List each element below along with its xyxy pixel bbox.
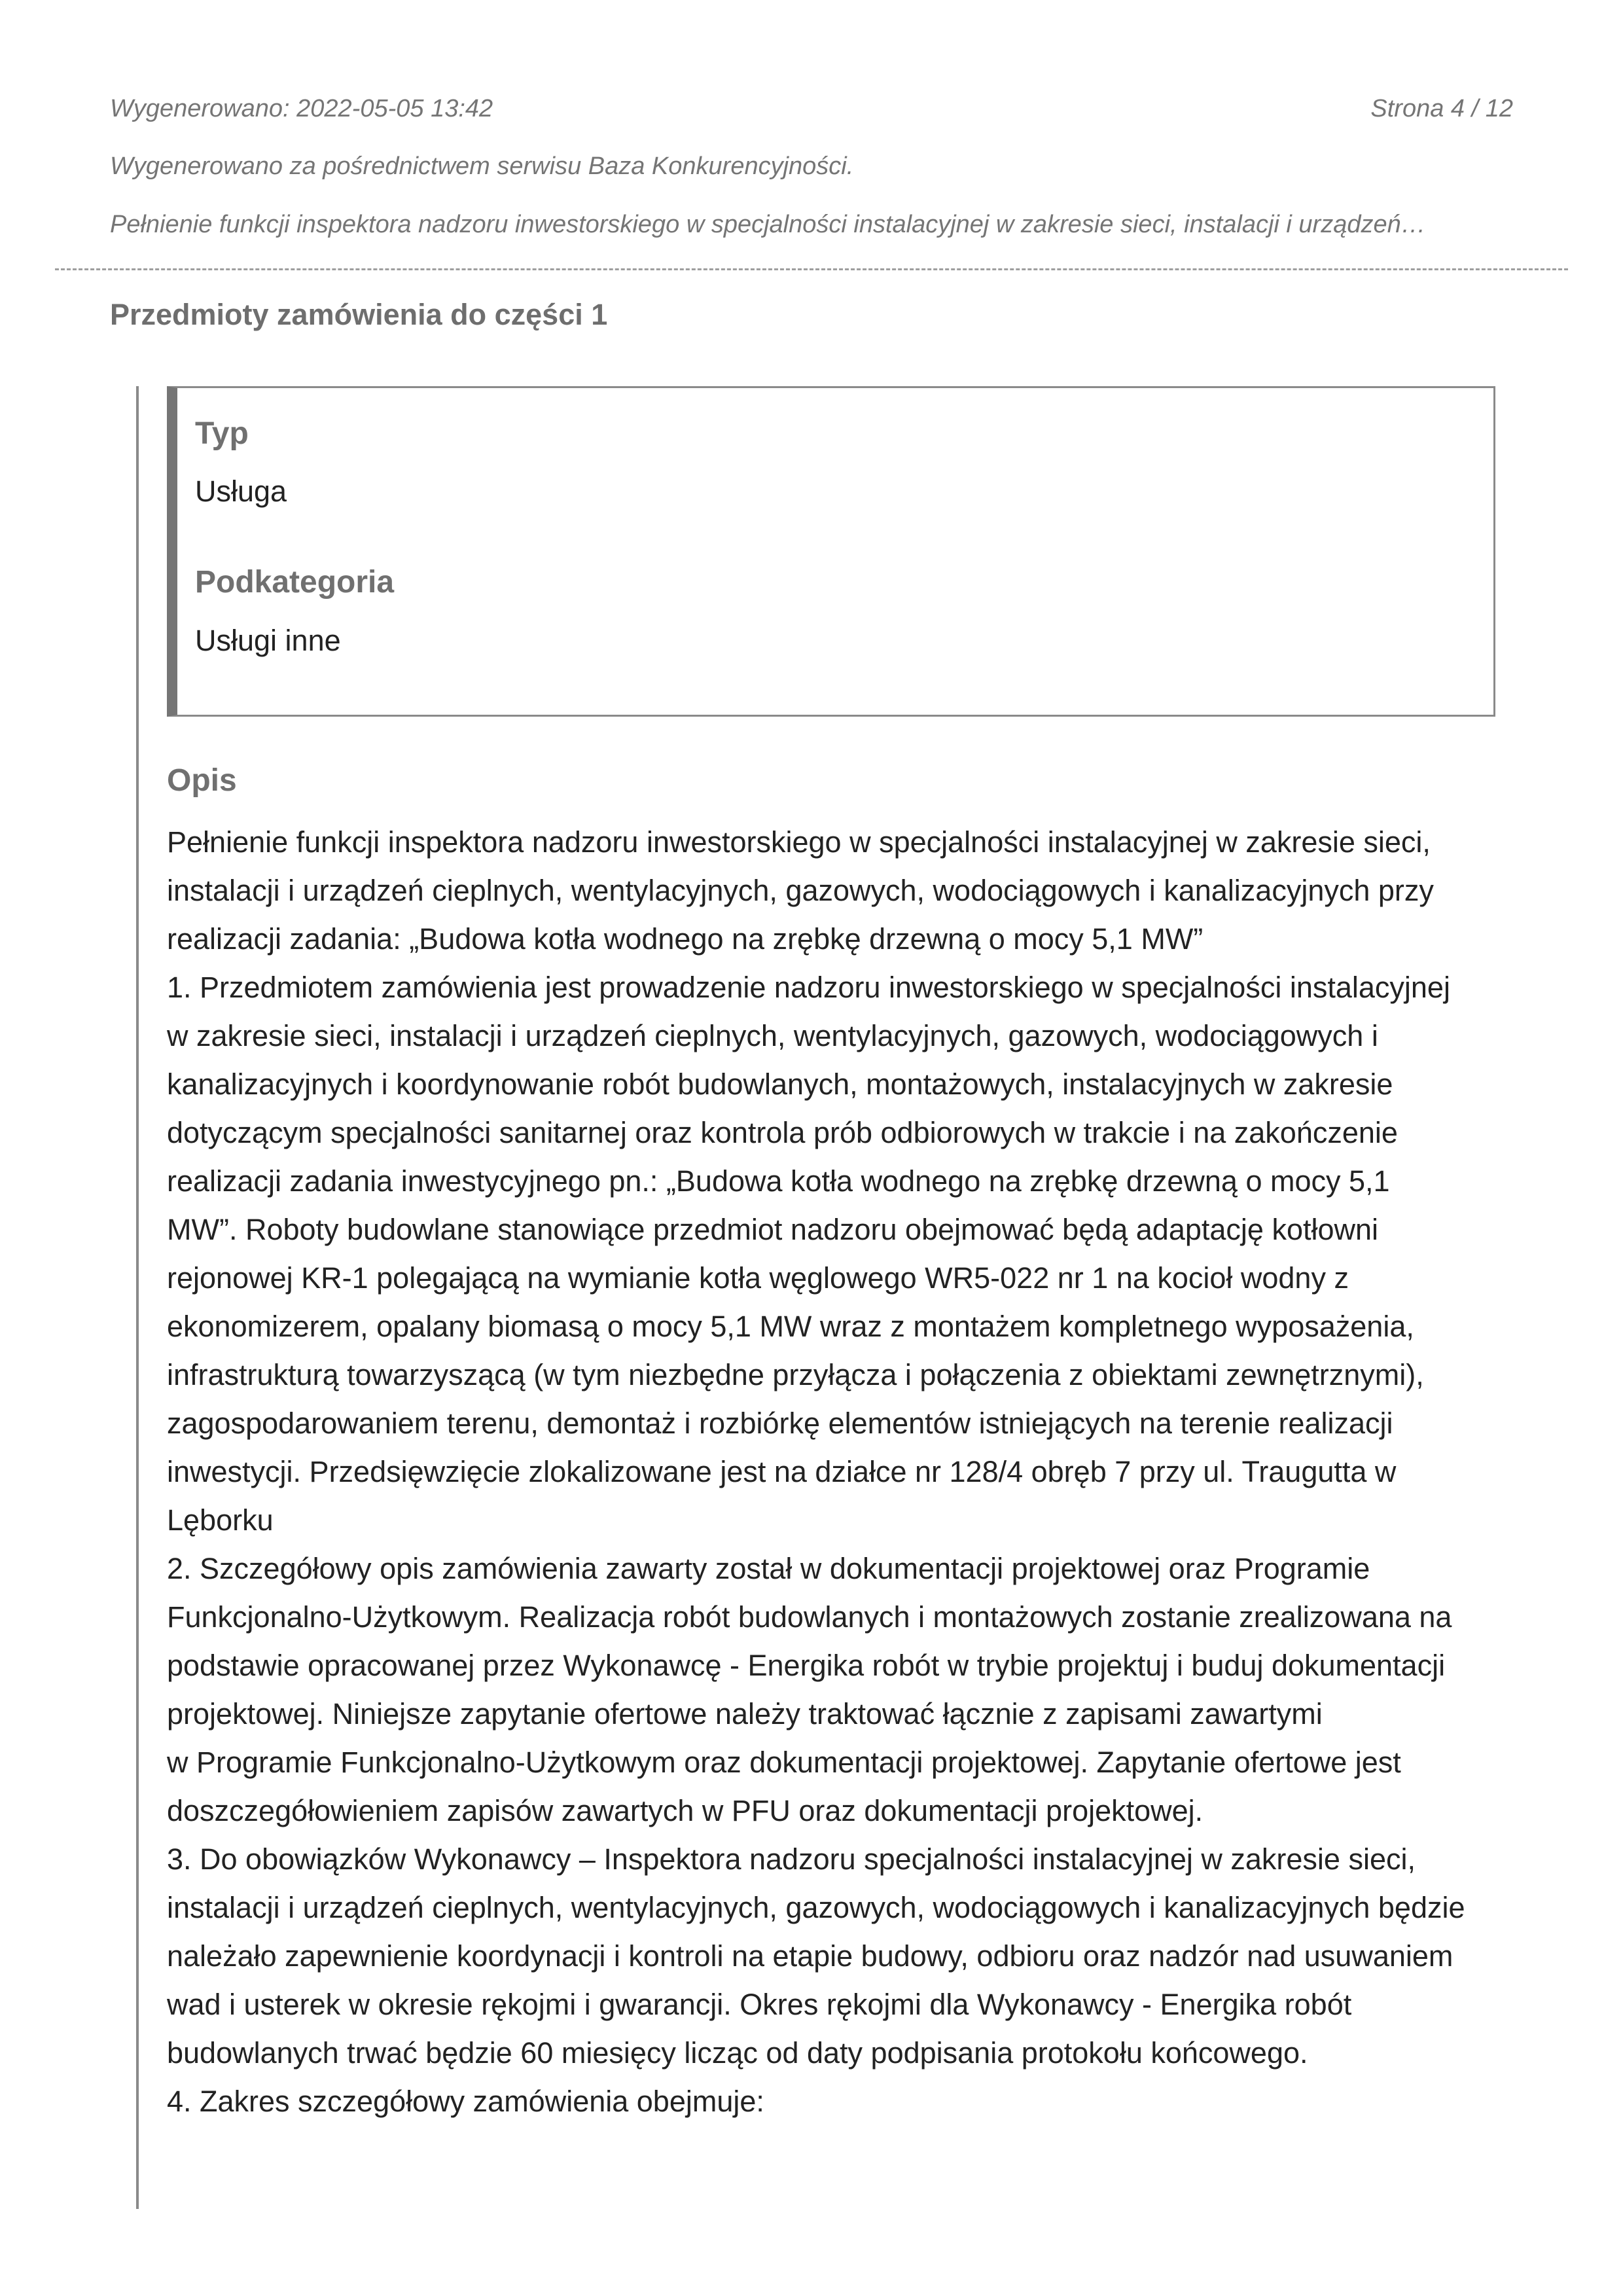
description-line: projektowej. Niniejsze zapytanie ofertowe należy traktować łącznie z zapisami zawartymi [167, 1697, 1323, 1731]
description-line: 4. Zakres szczegółowy zamówienia obejmuje: [167, 2085, 764, 2118]
section-title: Przedmioty zamówienia do części 1 [110, 298, 608, 331]
description-line: kanalizacyjnych i koordynowanie robót budowlanych, montażowych, instalacyjnych w zakresie [167, 1067, 1393, 1101]
description-line: dotyczącym specjalności sanitarnej oraz kontrola prób odbiorowych w trakcie i na zakończenie [167, 1116, 1398, 1149]
description-line: MW”. Roboty budowlane stanowiące przedmiot nadzoru obejmować będą adaptację kotłowni [167, 1213, 1379, 1246]
description-line: 3. Do obowiązków Wykonawcy – Inspektora nadzoru specjalności instalacyjnej w zakresie sieci, [167, 1842, 1416, 1876]
section-left-rule [136, 386, 139, 2209]
type-label: Typ [195, 416, 249, 451]
description-line: instalacji i urządzeń cieplnych, wentylacyjnych, gazowych, wodociągowych i kanalizacyjnych będzie [167, 1891, 1465, 1924]
description-line: instalacji i urządzeń cieplnych, wentylacyjnych, gazowych, wodociągowych i kanalizacyjnych przy [167, 874, 1434, 907]
description-title: Opis [167, 763, 237, 798]
description-line: budowlanych trwać będzie 60 miesięcy licząc od daty podpisania protokołu końcowego. [167, 2036, 1308, 2070]
header-divider [55, 268, 1568, 270]
description-line: Lęborku [167, 1503, 274, 1537]
description-line: inwestycji. Przedsięwzięcie zlokalizowane jest na działce nr 128/4 obręb 7 przy ul. Traugutta w [167, 1455, 1397, 1488]
description-line: w zakresie sieci, instalacji i urządzeń cieplnych, wentylacyjnych, gazowych, wodociągowych i [167, 1019, 1378, 1052]
description-line: 2. Szczegółowy opis zamówienia zawarty został w dokumentacji projektowej oraz Programie [167, 1552, 1370, 1585]
description-line: realizacji zadania inwestycyjnego pn.: „Budowa kotła wodnego na zrębkę drzewną o mocy 5,1 [167, 1164, 1390, 1198]
description-line: zagospodarowaniem terenu, demontaż i rozbiórkę elementów istniejących na terenie realizacji [167, 1407, 1393, 1440]
description-line: Funkcjonalno-Użytkowym. Realizacja robót budowlanych i montażowych zostanie zrealizowana na [167, 1600, 1452, 1634]
document-title: Pełnienie funkcji inspektora nadzoru inwestorskiego w specjalności instalacyjnej w zakresie sieci, instalacji i urządzeń… [110, 211, 1426, 238]
generated-timestamp: Wygenerowano: 2022-05-05 13:42 [110, 95, 493, 122]
page-number: Strona 4 / 12 [1370, 95, 1513, 122]
type-value: Usługa [195, 475, 287, 508]
description-line: Pełnienie funkcji inspektora nadzoru inwestorskiego w specjalności instalacyjnej w zakresie sieci, [167, 825, 1431, 859]
subcategory-label: Podkategoria [195, 565, 395, 600]
description-line: realizacji zadania: „Budowa kotła wodnego na zrębkę drzewną o mocy 5,1 MW” [167, 922, 1204, 956]
description-text [167, 818, 1515, 2126]
description-line: w Programie Funkcjonalno-Użytkowym oraz dokumentacji projektowej. Zapytanie ofertowe jest [167, 1746, 1401, 1779]
description-line: 1. Przedmiotem zamówienia jest prowadzenie nadzoru inwestorskiego w specjalności instalacyjnej [167, 971, 1450, 1004]
description-line: rejonowej KR-1 polegającą na wymianie kotła węglowego WR5-022 nr 1 na kocioł wodny z [167, 1261, 1349, 1295]
description-line: należało zapewnienie koordynacji i kontroli na etapie budowy, odbioru oraz nadzór nad usuwaniem [167, 1939, 1454, 1973]
description-line: doszczegółowieniem zapisów zawartych w PFU oraz dokumentacji projektowej. [167, 1794, 1204, 1827]
subcategory-value: Usługi inne [195, 624, 341, 657]
source-note: Wygenerowano za pośrednictwem serwisu Baza Konkurencyjności. [110, 152, 854, 180]
description-line: ekonomizerem, opalany biomasą o mocy 5,1 MW wraz z montażem kompletnego wyposażenia, [167, 1310, 1414, 1343]
description-line: infrastrukturą towarzyszącą (w tym niezbędne przyłącza i połączenia z obiektami zewnętrznymi), [167, 1358, 1424, 1391]
details-box [167, 386, 1495, 717]
description-line: wad i usterek w okresie rękojmi i gwarancji. Okres rękojmi dla Wykonawcy - Energika robót [167, 1988, 1352, 2021]
description-line: podstawie opracowanej przez Wykonawcę - Energika robót w trybie projektuj i buduj dokumentacji [167, 1649, 1446, 1682]
